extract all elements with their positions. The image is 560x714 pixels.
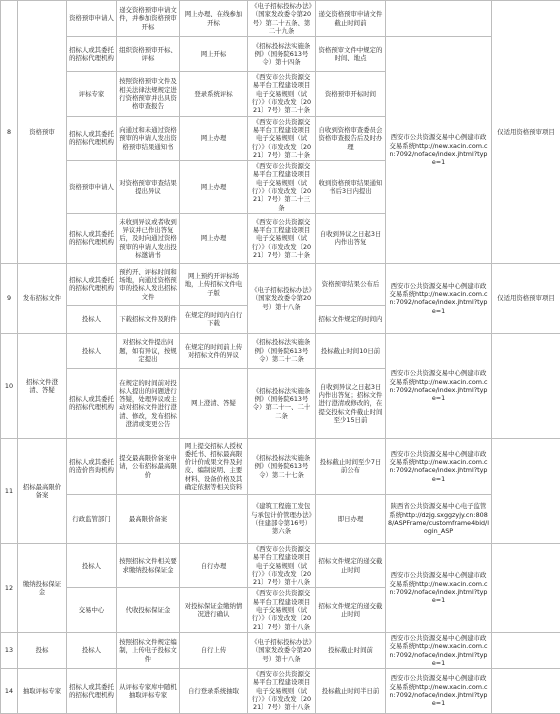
action-cell: 下载招标文件及附件 (117, 305, 180, 333)
method-cell: 自行上传 (180, 632, 248, 668)
basis-cell: 《西安市公共资源交易平台工程建设项目电子交易规则（试行）》（市发改发〔2021〕7号）第十八条 (248, 669, 316, 713)
basis-cell: 《西安市公共资源交易平台工程建设项目电子交易规则（试行）》（市发改发〔2021〕7号）第十八条 (248, 543, 316, 587)
action-cell: 代收投标保证金 (117, 588, 180, 632)
time-cell: 自收到异议之日起3日内作出答复；招标文件进行澄清或修改的，在提交投标文件截止时间至少15日前 (316, 368, 386, 438)
table-row (1, 1, 560, 37)
action-cell: 在规定的时间前对投标人提出的问题进行答疑，处理异议或主动对招标文件进行澄清、修改，发布招标澄清或变更公告 (117, 368, 180, 438)
role-cell: 招标人或其委托的招标代理机构 (67, 213, 117, 263)
method-cell: 对投标保证金缴纳情况进行确认 (180, 588, 248, 632)
role-cell: 招标人或其委托的招标代理机构 (67, 263, 117, 305)
platform-link[interactable]: 西安市公共资源交易中心例建市政交易系统http://new.xacin.com.cn:7092/noface/index.jhtml?type=1 (386, 438, 492, 494)
method-cell: 网上开标 (180, 37, 248, 72)
basis-cell: 《招标投标法实施条例》（国务院613号令）第二十一、二十二条 (248, 368, 316, 438)
method-cell (180, 494, 248, 543)
basis-cell: 《建筑工程施工发包与承包计价管理办法》（住建部令第16号）第六条 (248, 494, 316, 543)
time-cell: 资格预审开标时间 (316, 72, 386, 116)
method-cell: 在规定的时间内自行下载 (180, 305, 248, 333)
time-cell: 自收到异议之日起3日内作出答复 (316, 213, 386, 263)
time-cell: 投标截止时间前 (316, 632, 386, 668)
step-number: 8 (1, 1, 18, 264)
action-cell: 从评标专家库中随机抽取评标专家 (117, 669, 180, 713)
platform-link[interactable]: 西安市公共资源交易中心例建市政交易系统http://new.xacin.com.cn:7092/noface/index.jhtml?type=1 (386, 543, 492, 632)
platform-link[interactable]: 西安市公共资源交易中心例建市政交易系统http://new.xacin.com.cn:7092/noface/index.jhtml?type=1 (386, 669, 492, 713)
role-cell: 投标人 (67, 333, 117, 368)
method-cell: 网上提交招标人授权委托书、招标最高限价计价成果文件及封皮、编制说明、主要材料、设备价格及其确定依据等相关资料 (180, 438, 248, 494)
time-cell: 投标截止时间半日前 (316, 669, 386, 713)
basis-cell: 《西安市公共资源交易平台工程建设项目电子交易规则（试行）》（市发改发〔2021〕7号）第二十条 (248, 213, 316, 263)
step-note: 仅适用资格预审项目 (492, 263, 560, 333)
time-cell: 收到资格预审结果通知书后3日内提出 (316, 161, 386, 214)
step-number: 11 (1, 438, 18, 543)
time-cell: 自收到资格审查委员会资格审查报告后及时办理 (316, 116, 386, 160)
table-row (1, 494, 560, 543)
step-note (492, 333, 560, 438)
platform-link[interactable]: 西安市公共资源交易中心例建市政交易系统http://new.xacin.com.cn:7092/noface/index.jhtml?type=1 (386, 263, 492, 333)
basis-cell: 《电子招标投标办法》（国家发改委令第20号）第十八条 (248, 632, 316, 668)
action-cell: 对招标文件提出问题，如有异议，按规定提出 (117, 333, 180, 368)
step-name: 投标 (18, 632, 67, 668)
table-row (1, 438, 560, 494)
time-cell: 招标文件规定的递交截止时间 (316, 543, 386, 587)
basis-cell: 《西安市公共资源交易平台工程建设项目电子交易规则（试行）》（市发改发〔2021〕7号）第十八条 (248, 588, 316, 632)
time-cell: 资格预审文件中规定的时间、地点 (316, 37, 386, 72)
role-cell: 资格预审申请人 (67, 161, 117, 214)
action-cell: 向通过和未通过资格预审的申请人发出资格预审结果通知书 (117, 116, 180, 160)
role-cell: 行政监管部门 (67, 494, 117, 543)
step-name: 招标最高限价备案 (18, 438, 67, 543)
basis-cell: 《西安市公共资源交易平台工程建设项目电子交易规则（试行）》（市发改发〔2021〕7号）第二十条 (248, 72, 316, 116)
step-number: 10 (1, 333, 18, 438)
role-cell: 交易中心 (67, 588, 117, 632)
method-cell: 网上办理、在线参加开标 (180, 1, 248, 37)
step-name: 资格预审 (18, 1, 67, 264)
platform-link[interactable]: 西安市公共资源交易中心例建市政交易系统http://new.xacin.com.cn:7092/noface/index.jhtml?type=1 (386, 37, 492, 264)
method-cell: 自行登录系统抽取 (180, 669, 248, 713)
method-cell: 自行办理 (180, 543, 248, 587)
role-cell: 招标人或其委托的招标代理机构 (67, 116, 117, 160)
step-name: 缴纳投标保证金 (18, 543, 67, 632)
step-number: 13 (1, 632, 18, 668)
basis-cell: 《招标投标法实施条例》（国务院613号令）第二十二条 (248, 333, 316, 368)
platform-link[interactable]: 陕西省公共资源交易中心电子监管系统http://dzjg.sxggzyjy.cn:8088/ASPFrame/customframe4bid/login_ASP (386, 494, 492, 543)
time-cell: 投标截止时间10日前 (316, 333, 386, 368)
step-name: 抽取评标专家 (18, 669, 67, 713)
table-row (1, 669, 560, 713)
method-cell: 登录系统评标 (180, 72, 248, 116)
time-cell: 资格预审结果公布后 (316, 263, 386, 305)
role-cell: 招标人或其委托的招标代理机构 (67, 37, 117, 72)
step-name: 招标文件澄清、答疑 (18, 333, 67, 438)
time-cell: 即日办理 (316, 494, 386, 543)
action-cell: 按照招标文件相关要求缴纳投标保证金 (117, 543, 180, 587)
role-cell: 投标人 (67, 305, 117, 333)
step-number: 14 (1, 669, 18, 713)
platform-cell (386, 1, 492, 37)
step-note (492, 669, 560, 713)
action-cell: 提交最高限价备案申请，公布招标最高限价 (117, 438, 180, 494)
role-cell: 投标人 (67, 632, 117, 668)
step-note (492, 632, 560, 668)
method-cell: 网上办理 (180, 116, 248, 160)
table-row (1, 632, 560, 668)
basis-cell: 《招标投标法实施条例》（国务院613号令）第二十七条 (248, 438, 316, 494)
action-cell: 未收到异议或者收到异议并已作出答复后，及时向通过资格预审的申请人发出投标邀请书 (117, 213, 180, 263)
role-cell: 招标人或其委托的造价咨询机构 (67, 438, 117, 494)
role-cell: 资格预审申请人 (67, 1, 117, 37)
time-cell: 递交资格预审申请文件截止时间前 (316, 1, 386, 37)
action-cell: 对资格预审审查结果提出异议 (117, 161, 180, 214)
action-cell: 组织资格预审开标、评标 (117, 37, 180, 72)
action-cell: 按照招标文件规定编制，上传电子投标文件 (117, 632, 180, 668)
method-cell: 网上澄清、答疑 (180, 368, 248, 438)
step-number: 9 (1, 263, 18, 333)
step-note (492, 438, 560, 543)
method-cell: 网上办理 (180, 161, 248, 214)
method-cell: 网上办理 (180, 213, 248, 263)
time-cell: 招标文件规定的时间内 (316, 305, 386, 333)
table-row (1, 333, 560, 368)
method-cell: 在规定的时间前上传对招标文件的异议 (180, 333, 248, 368)
basis-cell: 《电子招标投标办法》（国家发改委令第20号）第二十五条、第二十九条 (248, 1, 316, 37)
platform-link[interactable]: 西安市公共资源交易中心例建市政交易系统http://new.xacin.com.cn:7092/noface/index.jhtml?type=1 (386, 632, 492, 668)
action-cell: 最高限价备案 (117, 494, 180, 543)
step-name: 发布招标文件 (18, 263, 67, 333)
table-row (1, 37, 560, 72)
step-note (492, 543, 560, 632)
basis-cell: 《西安市公共资源交易平台工程建设项目电子交易规则（试行）》（市发改发〔2021〕7号）第二十三条 (248, 161, 316, 214)
time-cell: 投标截止时间至少7日前公布 (316, 438, 386, 494)
step-number: 12 (1, 543, 18, 632)
time-cell: 招标文件规定的递交截止时间 (316, 588, 386, 632)
table-row (1, 543, 560, 587)
table-row (1, 263, 560, 305)
step-note: 仅适用资格预审项目 (492, 1, 560, 264)
basis-cell: 《招标投标法实施条例》（国务院613号令）第十四条 (248, 37, 316, 72)
basis-cell: 《电子招标投标办法》（国家发改委令第20号）第十八条 (248, 263, 316, 333)
basis-cell: 《西安市公共资源交易平台工程建设项目电子交易规则（试行）》（市发改发〔2021〕7号）第二十条 (248, 116, 316, 160)
action-cell: 递交资格预审申请文件，并参加资格预审开标 (117, 1, 180, 37)
action-cell: 预约开、评标时间和场地，向通过资格预审的投标人发出招标文件 (117, 263, 180, 305)
role-cell: 招标人或其委托的招标代理机构 (67, 669, 117, 713)
action-cell: 按照资格预审文件及相关法律法规规定进行资格预审并出具资格审查报告 (117, 72, 180, 116)
role-cell: 招标人或其委托的招标代理机构 (67, 368, 117, 438)
role-cell: 评标专家 (67, 72, 117, 116)
method-cell: 网上预约开评标场地，上传招标文件电子版 (180, 263, 248, 305)
role-cell: 投标人 (67, 543, 117, 587)
platform-link[interactable]: 西安市公共资源交易中心例建市政交易系统http://new.xacin.com.cn:7092/noface/index.jhtml?type=1 (386, 333, 492, 438)
